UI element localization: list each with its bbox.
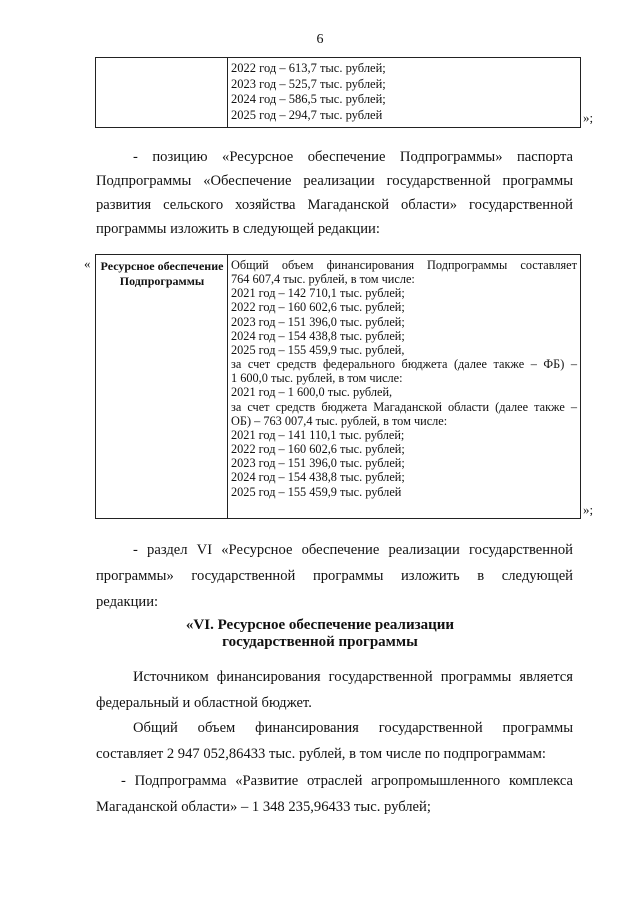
table-line: 2023 год – 151 396,0 тыс. рублей; (231, 314, 405, 329)
close-quote: »; (583, 502, 594, 517)
table-line: 2025 год – 155 459,9 тыс. рублей (231, 484, 402, 499)
table-line: 2021 год – 1 600,0 тыс. рублей, (231, 385, 393, 400)
paragraph-total-funding (96, 715, 573, 767)
close-quote: »; (583, 110, 594, 125)
paragraph-line: Подпрограммы «Обеспечение реализации государственной программы (96, 173, 573, 189)
paragraph-position-change (96, 145, 573, 241)
table-column-divider (227, 255, 228, 518)
table-label-cell: Ресурсное обеспечение Подпрограммы (100, 259, 224, 288)
paragraph-line: - раздел VI «Ресурсное обеспечение реализации государственной (133, 542, 573, 558)
table-line: 764 607,4 тыс. рублей, в том числе: (231, 272, 415, 287)
table-line: за счет средств федерального бюджета (далее также – ФБ) – (231, 357, 577, 372)
paragraph-line: программы изложить в следующей редакции: (96, 221, 380, 237)
heading-line: государственной программы (222, 634, 418, 650)
table-line: 2024 год – 154 438,8 тыс. рублей; (231, 470, 405, 485)
funding-table-continuation (95, 57, 581, 128)
paragraph-line: - позицию «Ресурсное обеспечение Подпрограммы» паспорта (133, 149, 573, 165)
table-line: 2021 год – 142 710,1 тыс. рублей; (231, 286, 405, 301)
table-line: 2022 год – 160 602,6 тыс. рублей; (231, 442, 405, 457)
paragraph-line: программы» государственной программы изложить в следующей (96, 568, 573, 584)
table-value-cell (231, 258, 577, 499)
table-line: 2022 год – 613,7 тыс. рублей; (231, 61, 386, 75)
table-line: 2022 год – 160 602,6 тыс. рублей; (231, 300, 405, 315)
table-line: 2024 год – 586,5 тыс. рублей; (231, 92, 386, 106)
page-number: 6 (316, 32, 324, 47)
table-line: 1 600,0 тыс. рублей, в том числе: (231, 371, 403, 386)
table-line: Общий объем финансирования Подпрограммы составляет (231, 258, 577, 272)
paragraph-line: Общий объем финансирования государственной программы (133, 720, 573, 736)
paragraph-line: составляет 2 947 052,86433 тыс. рублей, в том числе по подпрограммам: (96, 746, 546, 762)
paragraph-line: федеральный и областной бюджет. (96, 695, 312, 711)
table-line: 2025 год – 155 459,9 тыс. рублей, (231, 342, 405, 357)
table-line: 2025 год – 294,7 тыс. рублей (231, 107, 383, 122)
paragraph-section-change (96, 537, 573, 615)
paragraph-line: Магаданской области» – 1 348 235,96433 тыс. рублей; (96, 799, 431, 815)
paragraph-line: развития сельского хозяйства Магаданской области» государственной (96, 197, 573, 213)
heading-line: «VI. Ресурсное обеспечение реализации (185, 617, 455, 633)
table-line: 2024 год – 154 438,8 тыс. рублей; (231, 328, 405, 343)
table-line: за счет средств бюджета Магаданской области (далее также – (231, 399, 577, 414)
table-line: 2023 год – 525,7 тыс. рублей; (231, 76, 386, 91)
resource-provision-table (95, 254, 581, 519)
paragraph-line: - Подпрограмма «Развитие отраслей агропромышленного комплекса (121, 773, 573, 789)
paragraph-line: Источником финансирования государственной программы является (133, 669, 573, 685)
table-value-cell (231, 61, 576, 123)
paragraph-funding-source (96, 664, 573, 716)
section-heading (0, 617, 640, 651)
table-line: ОБ) – 763 007,4 тыс. рублей, в том числе: (231, 413, 448, 428)
paragraph-subprogram-1 (96, 768, 573, 820)
table-column-divider (227, 58, 228, 127)
open-quote: « (84, 256, 91, 271)
paragraph-line: редакции: (96, 594, 159, 610)
table-line: 2023 год – 151 396,0 тыс. рублей; (231, 456, 405, 471)
table-line: 2021 год – 141 110,1 тыс. рублей; (231, 427, 405, 442)
